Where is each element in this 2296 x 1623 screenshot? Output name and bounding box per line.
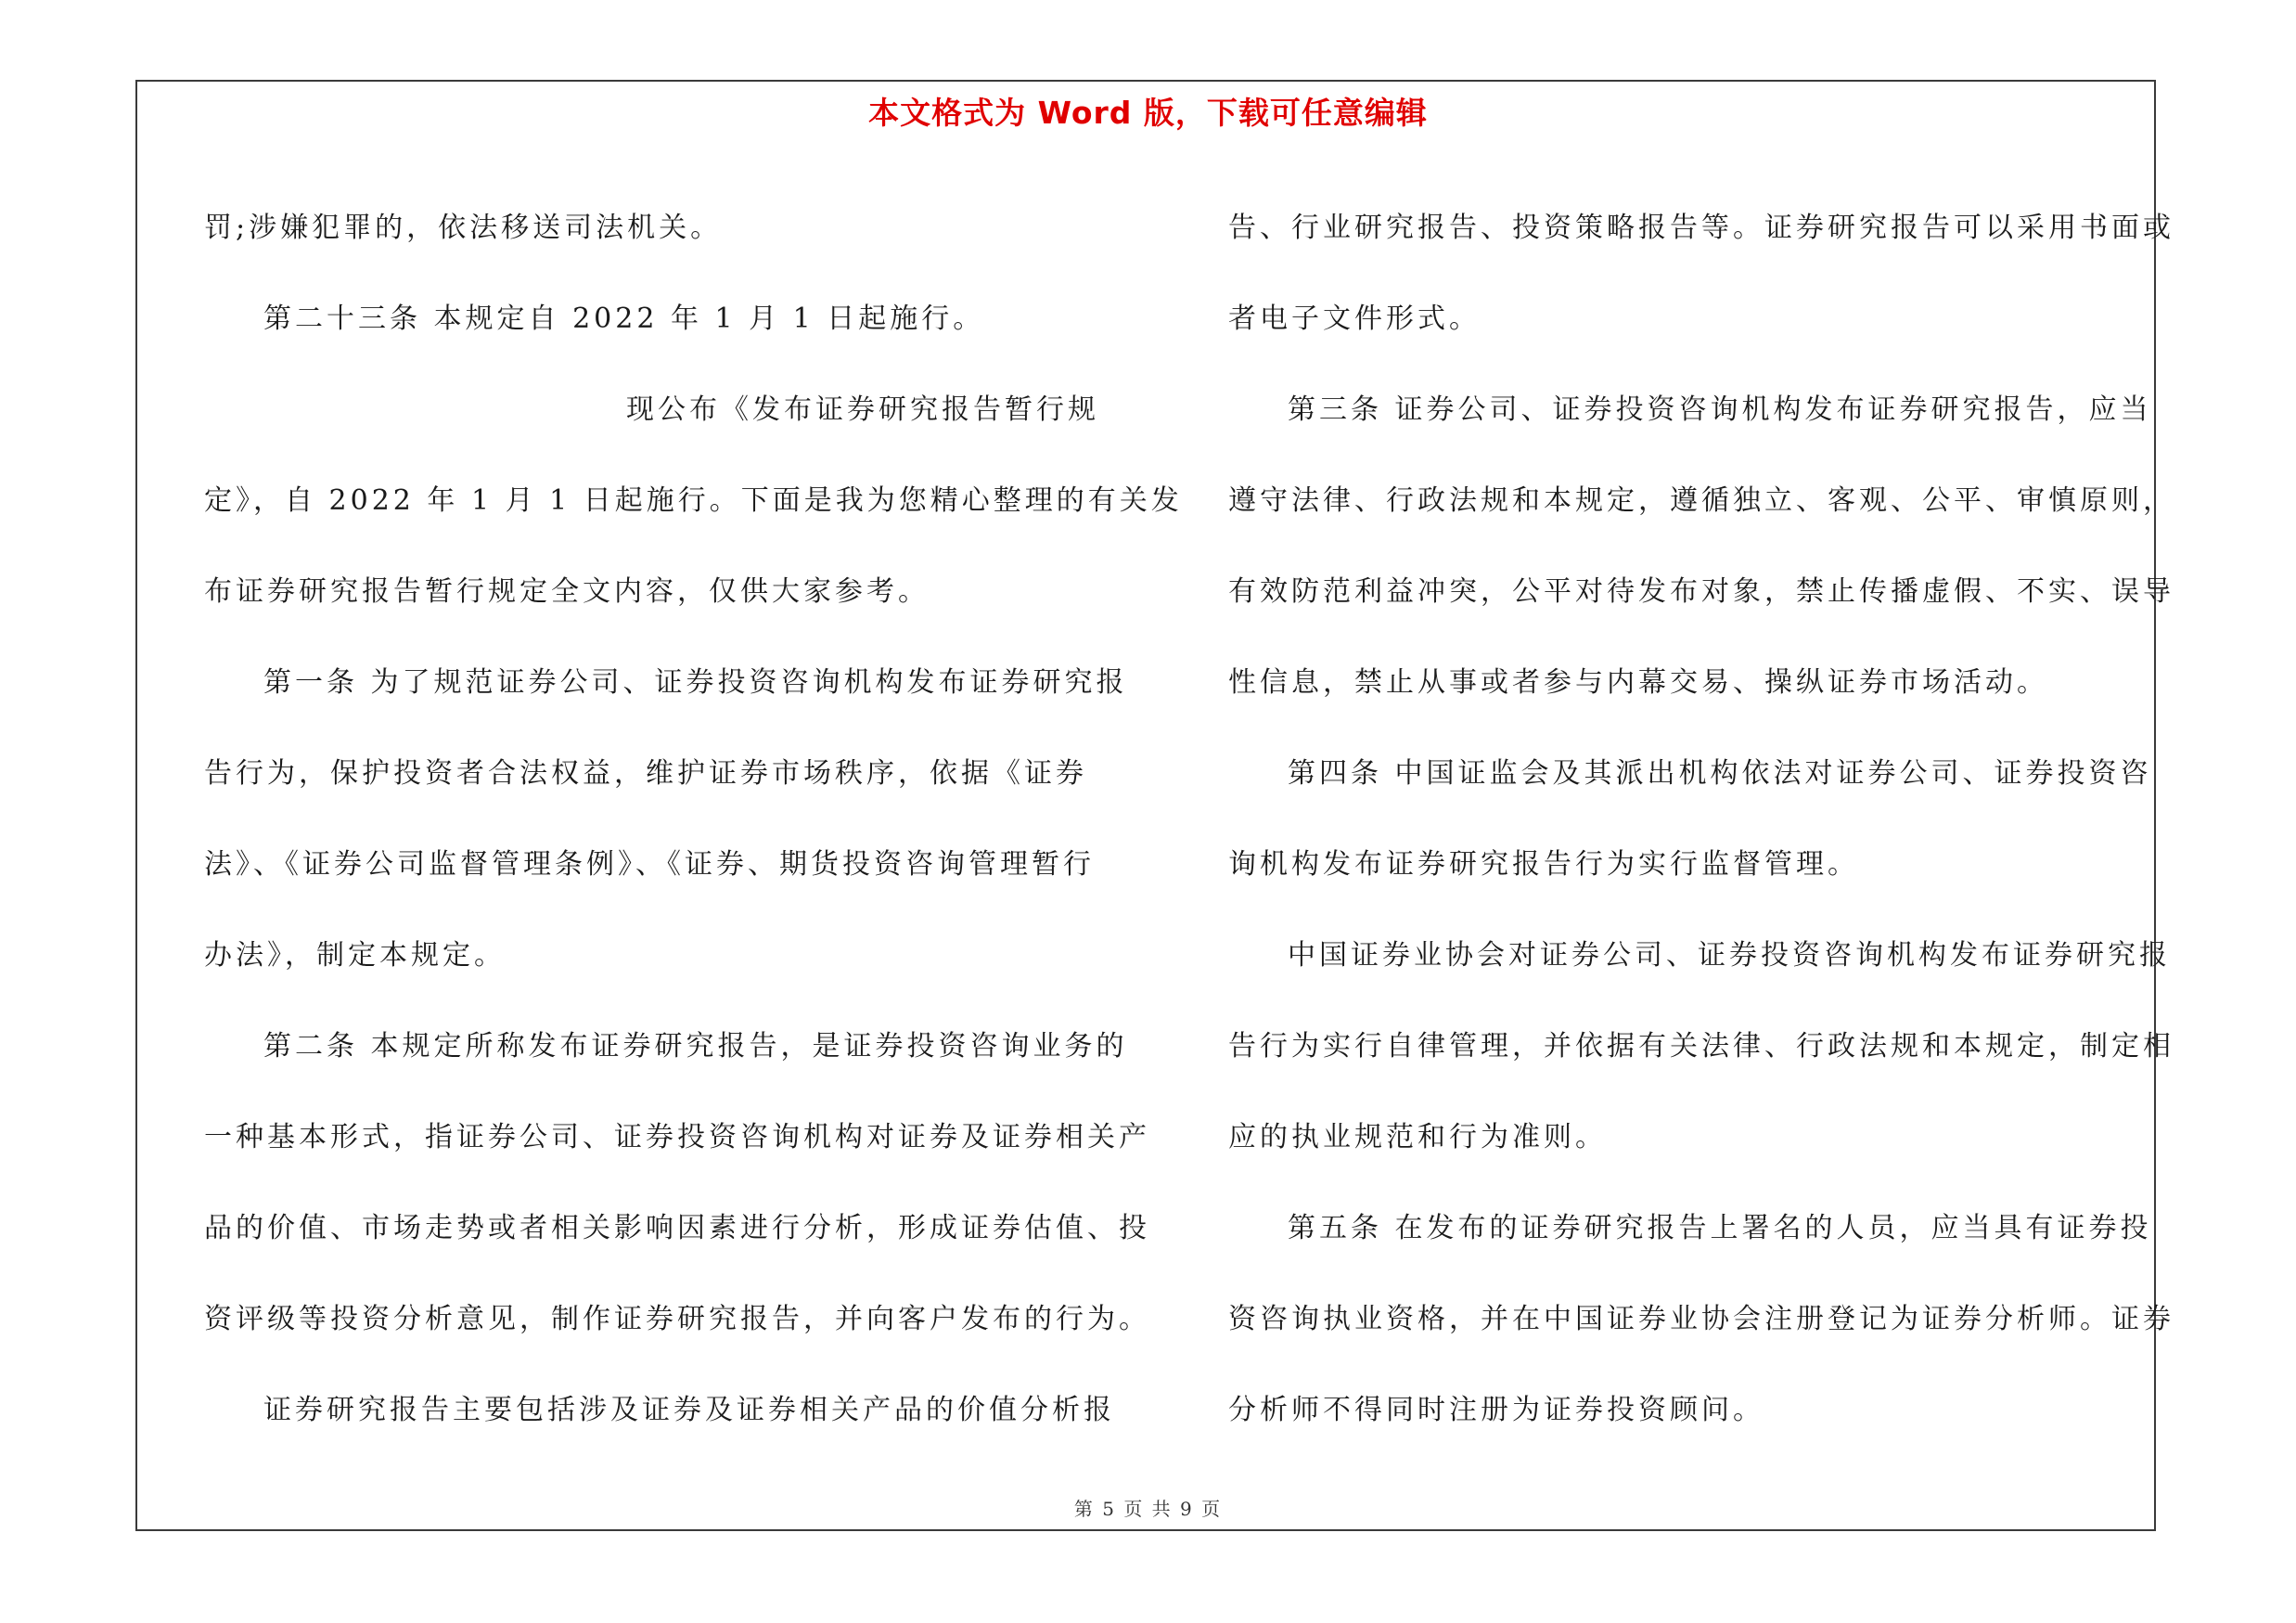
paragraph-line: 遵守法律、行政法规和本规定，遵循独立、客观、公平、审慎原则，: [1228, 484, 2174, 517]
paragraph-line: 第一条 为了规范证券公司、证券投资咨询机构发布证券研究报: [263, 666, 1128, 699]
paragraph-line: 第二十三条 本规定自 2022 年 1 月 1 日起施行。: [263, 303, 985, 335]
word-format-banner: 本文格式为 Word 版，下载可任意编辑: [868, 95, 1428, 131]
paragraph-line: 中国证券业协会对证券公司、证券投资咨询机构发布证券研究报: [1288, 939, 2171, 972]
paragraph-line: 告行为，保护投资者合法权益，维护证券市场秩序，依据《证券: [204, 757, 1087, 790]
right-text-column: [1228, 183, 2174, 1456]
paragraph-line: 现公布《发布证券研究报告暂行规: [626, 393, 1099, 426]
paragraph-line: 性信息，禁止从事或者参与内幕交易、操纵证券市场活动。: [1228, 666, 2048, 699]
paragraph-line: 应的执业规范和行为准则。: [1228, 1121, 1607, 1153]
paragraph-line: 第二条 本规定所称发布证券研究报告，是证券投资咨询业务的: [263, 1030, 1128, 1063]
paragraph-line: 一种基本形式，指证券公司、证券投资咨询机构对证券及证券相关产: [204, 1121, 1150, 1153]
paragraph-line: 罚;涉嫌犯罪的，依法移送司法机关。: [204, 212, 723, 244]
paragraph-line: 者电子文件形式。: [1228, 303, 1481, 335]
paragraph-line: 定》，自 2022 年 1 月 1 日起施行。下面是我为您精心整理的有关发: [204, 484, 1183, 517]
paragraph-line: 资评级等投资分析意见，制作证券研究报告，并向客户发布的行为。: [204, 1303, 1150, 1335]
paragraph-line: 办法》，制定本规定。: [204, 939, 506, 972]
paragraph-line: 布证券研究报告暂行规定全文内容，仅供大家参考。: [204, 575, 930, 608]
paragraph-line: 证券研究报告主要包括涉及证券及证券相关产品的价值分析报: [263, 1394, 1115, 1426]
paragraph-line: 第五条 在发布的证券研究报告上署名的人员，应当具有证券投: [1288, 1212, 2152, 1244]
page-number: 第 5 页 共 9 页: [1073, 1498, 1223, 1520]
paragraph-line: 告、行业研究报告、投资策略报告等。证券研究报告可以采用书面或: [1228, 212, 2174, 244]
paragraph-line: 第三条 证券公司、证券投资咨询机构发布证券研究报告，应当: [1288, 393, 2152, 426]
paragraph-line: 有效防范利益冲突，公平对待发布对象，禁止传播虚假、不实、误导: [1228, 575, 2174, 608]
paragraph-line: 品的价值、市场走势或者相关影响因素进行分析，形成证券估值、投: [204, 1212, 1150, 1244]
paragraph-line: 资咨询执业资格，并在中国证券业协会注册登记为证券分析师。证券: [1228, 1303, 2174, 1335]
paragraph-line: 询机构发布证券研究报告行为实行监督管理。: [1228, 848, 1859, 881]
paragraph-line: 告行为实行自律管理，并依据有关法律、行政法规和本规定，制定相: [1228, 1030, 2174, 1063]
paragraph-line: 法》、《证券公司监督管理条例》、《证券、期货投资咨询管理暂行: [204, 848, 1095, 881]
paragraph-line: 分析师不得同时注册为证券投资顾问。: [1228, 1394, 1764, 1426]
paragraph-line: 第四条 中国证监会及其派出机构依法对证券公司、证券投资咨: [1288, 757, 2152, 790]
left-text-column: [204, 183, 1183, 1456]
